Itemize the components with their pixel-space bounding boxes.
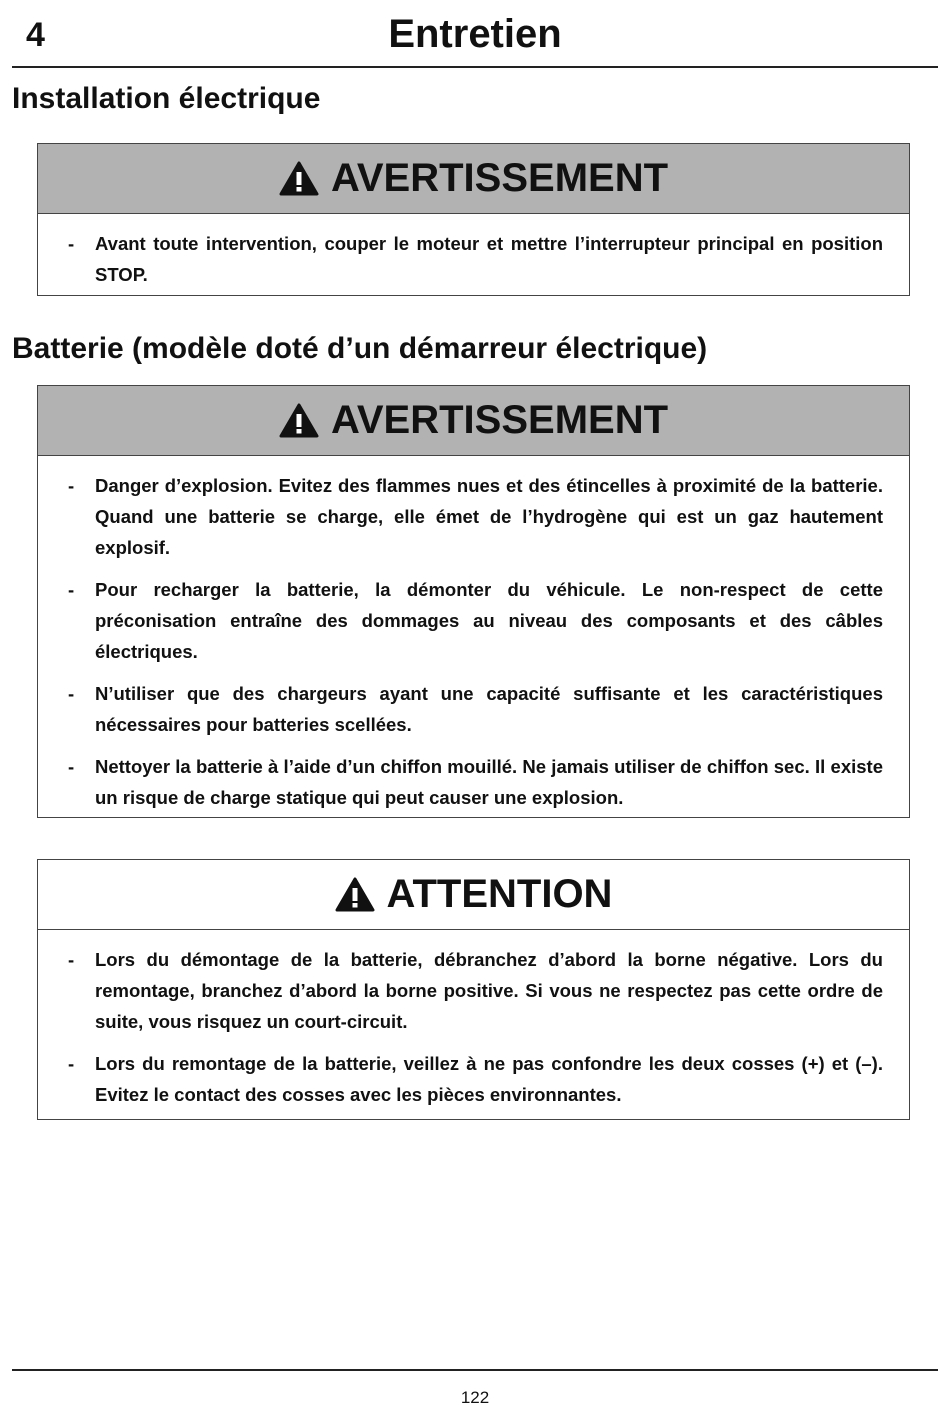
warning-label: AVERTISSEMENT — [330, 156, 669, 200]
warning-triangle-icon — [335, 877, 375, 913]
warning-box-body — [38, 214, 909, 311]
attention-box-batterie — [37, 859, 910, 1120]
attention-box-header — [38, 860, 909, 930]
warning-box-body — [38, 456, 909, 834]
list-marker: - — [68, 475, 75, 496]
section-title-batterie: Batterie (modèle doté d’un démarreur électrique) — [12, 332, 708, 365]
attention-label: ATTENTION — [386, 872, 613, 916]
list-item — [68, 574, 883, 667]
warning-label: AVERTISSEMENT — [330, 398, 669, 442]
list-marker: - — [68, 1053, 75, 1074]
list-marker: - — [68, 683, 75, 704]
list-item-text: Lors du remontage de la batterie, veillez à ne pas confondre les deux cosses (+) et (–). Evitez le contact des cosses avec les pièces environnantes. — [95, 1053, 883, 1105]
list-item — [68, 678, 883, 740]
footer-divider — [12, 1369, 938, 1371]
warning-box-header — [38, 144, 909, 214]
list-item-text: N’utiliser que des chargeurs ayant une capacité suffisante et les caractéristiques nécessaires pour batteries scellées. — [95, 683, 883, 735]
list-item-text: Pour recharger la batterie, la démonter du véhicule. Le non-respect de cette préconisation entraîne des dommages au niveau des composants et des câbles électriques. — [95, 579, 883, 662]
list-marker: - — [68, 756, 75, 777]
list-marker: - — [68, 233, 75, 254]
list-item — [68, 944, 883, 1037]
list-item-text: Avant toute intervention, couper le moteur et mettre l’interrupteur principal en position STOP. — [95, 233, 883, 285]
list-marker: - — [68, 579, 75, 600]
warning-triangle-icon — [279, 403, 319, 439]
section-title-installation: Installation électrique — [12, 82, 321, 115]
warning-triangle-icon — [279, 161, 319, 197]
page-number: 122 — [460, 1388, 490, 1407]
list-item — [68, 751, 883, 813]
list-item — [68, 1048, 883, 1110]
page-header — [12, 12, 938, 68]
list-item-text: Nettoyer la batterie à l’aide d’un chiffon mouillé. Ne jamais utiliser de chiffon sec. Il existe un risque de charge statique qui peut causer une explosion. — [95, 756, 883, 808]
attention-box-body — [38, 930, 909, 1131]
warning-box-installation — [37, 143, 910, 296]
chapter-number: 4 — [26, 16, 45, 54]
list-item — [68, 228, 883, 290]
warning-box-header — [38, 386, 909, 456]
chapter-title: Entretien — [388, 12, 562, 56]
list-item — [68, 470, 883, 563]
list-item-text: Lors du démontage de la batterie, débranchez d’abord la borne négative. Lors du remontage, branchez d’abord la borne positive. Si vous ne respectez pas cette ordre de suite, vous risquez un court-circuit. — [95, 949, 883, 1032]
warning-box-batterie — [37, 385, 910, 818]
list-marker: - — [68, 949, 75, 970]
list-item-text: Danger d’explosion. Evitez des flammes nues et des étincelles à proximité de la batterie. Quand une batterie se charge, elle émet de l’hydrogène qui est un gaz hautement explosif. — [95, 475, 883, 558]
